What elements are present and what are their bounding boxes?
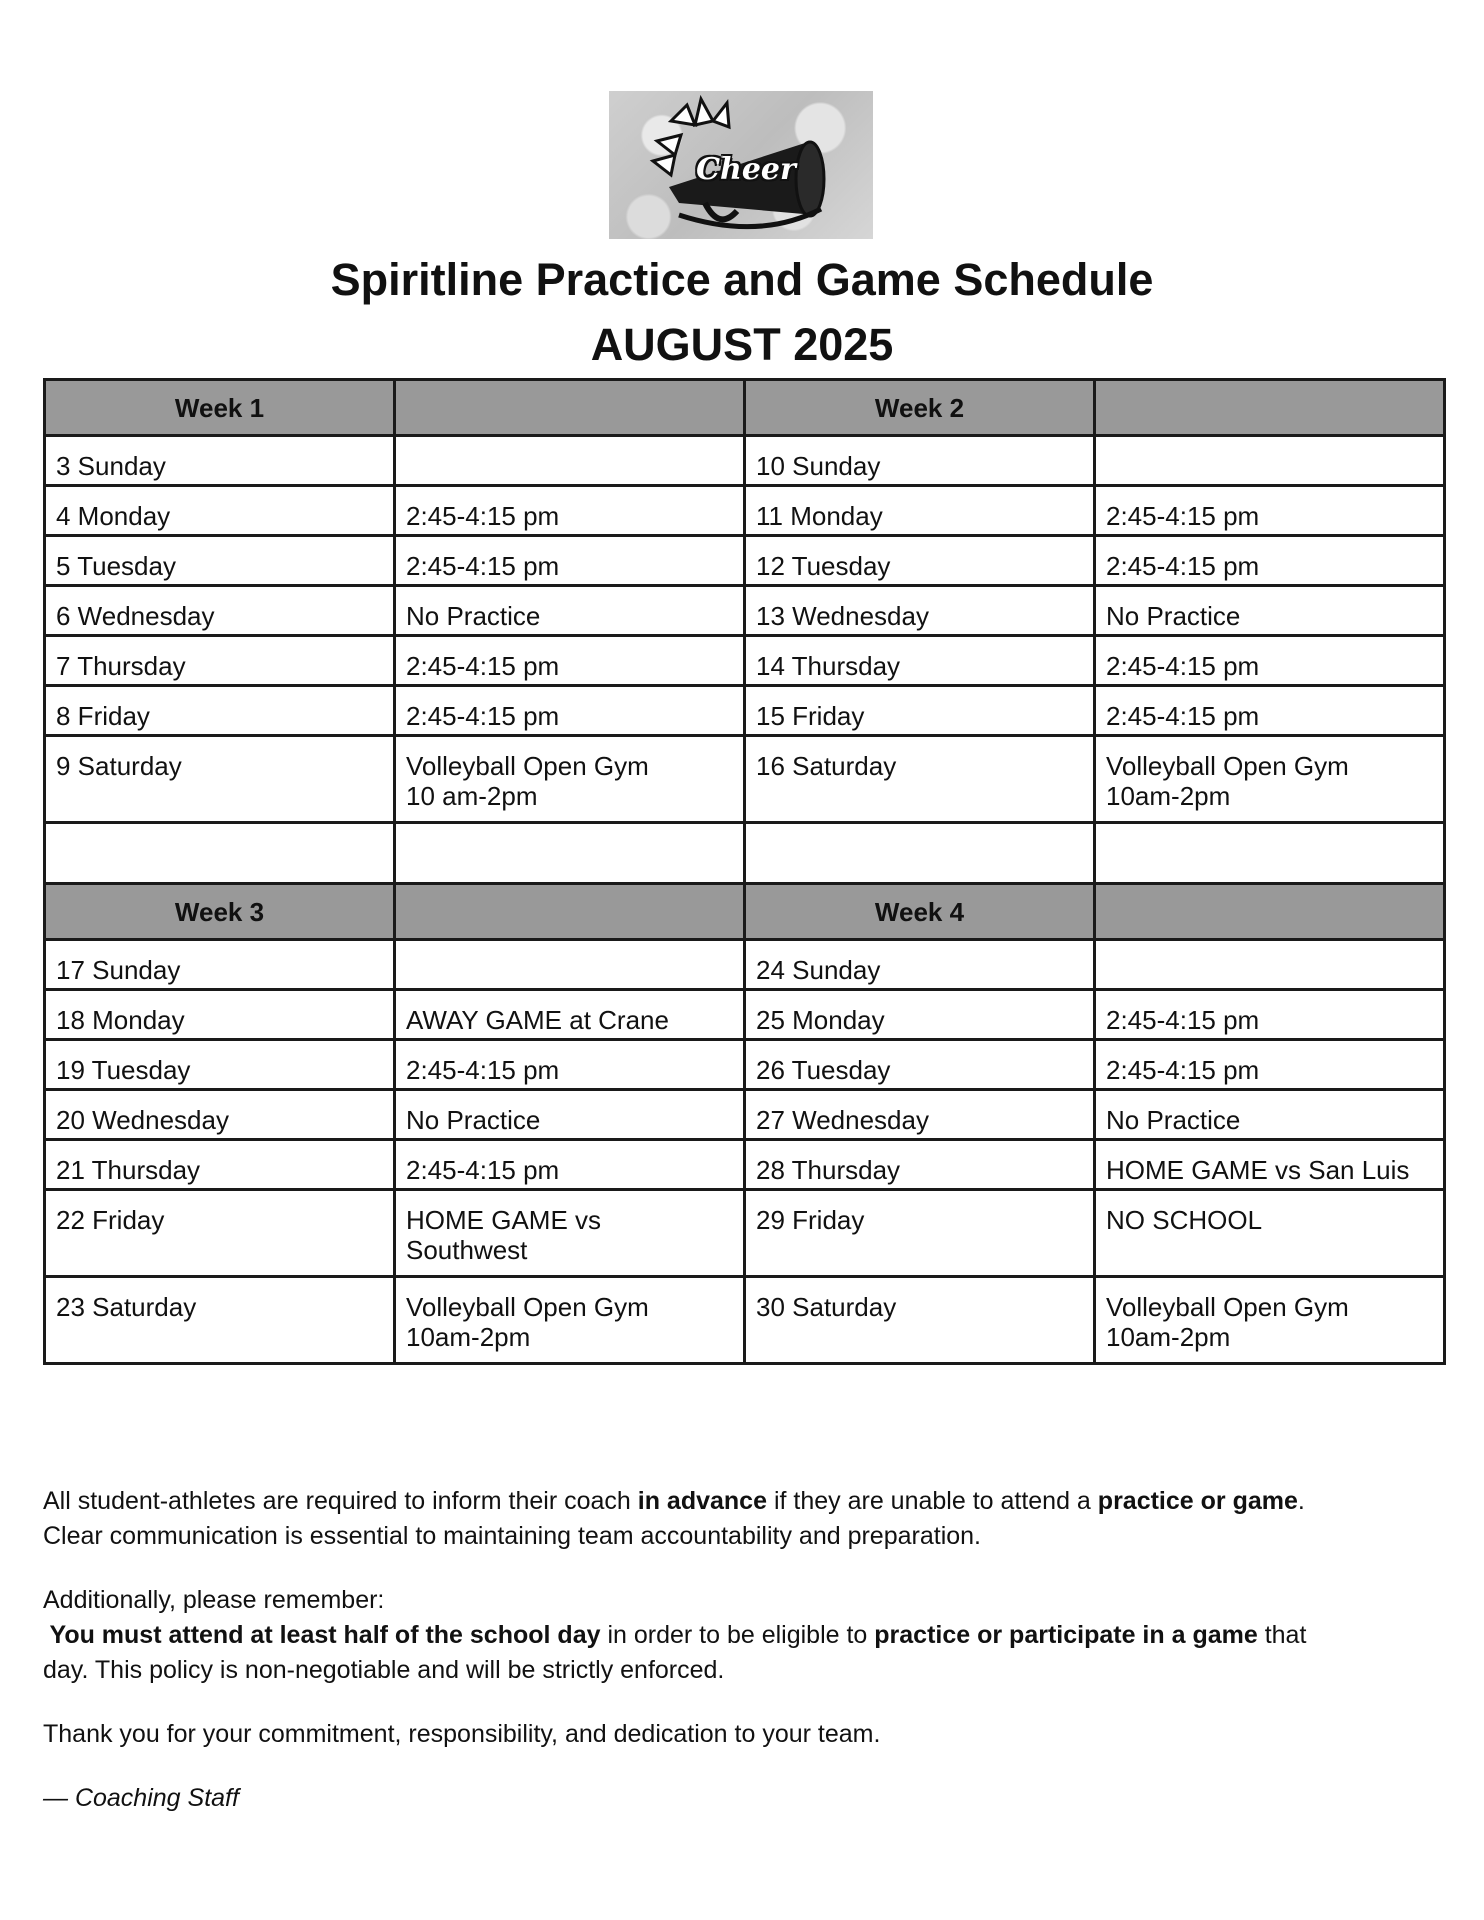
notes-text: if they are unable to attend a <box>767 1487 1098 1515</box>
table-row <box>45 736 1445 823</box>
day-cell: 25 Monday <box>745 990 1095 1040</box>
cheer-logo <box>609 91 873 239</box>
notes-paragraph-2: Additionally, please remember: <box>43 1586 385 1614</box>
event-cell <box>1095 736 1445 823</box>
event-cell <box>395 1190 745 1277</box>
day-cell: 11 Monday <box>745 486 1095 536</box>
day-cell: 24 Sunday <box>745 940 1095 990</box>
day-cell: 27 Wednesday <box>745 1090 1095 1140</box>
day-cell: 17 Sunday <box>45 940 395 990</box>
event-cell: AWAY GAME at Crane <box>395 990 745 1040</box>
notes-bold: You must attend at least half of the school day <box>43 1621 601 1649</box>
event-cell: 2:45-4:15 pm <box>1095 486 1445 536</box>
signature: — Coaching Staff <box>43 1784 239 1812</box>
notes-paragraph-1 <box>43 1484 1443 1554</box>
week-header: Week 3 <box>45 884 395 940</box>
day-cell: 3 Sunday <box>45 436 395 486</box>
day-cell: 10 Sunday <box>745 436 1095 486</box>
page-subtitle: AUGUST 2025 <box>590 319 894 370</box>
week-header-value <box>395 884 745 940</box>
event-line-2: 10am-2pm <box>1106 1322 1231 1352</box>
notes-paragraph-4: Thank you for your commitment, responsibility, and dedication to your team. <box>43 1720 881 1748</box>
cheer-logo-word: Cheer <box>696 152 796 187</box>
event-cell: No Practice <box>395 1090 745 1140</box>
spacer-row <box>45 823 1445 884</box>
day-cell: 23 Saturday <box>45 1277 395 1364</box>
event-line: NO SCHOOL <box>1106 1205 1263 1235</box>
day-cell: 29 Friday <box>745 1190 1095 1277</box>
event-cell: 2:45-4:15 pm <box>1095 686 1445 736</box>
table-row <box>45 636 1445 686</box>
day-cell: 28 Thursday <box>745 1140 1095 1190</box>
table-row <box>45 1140 1445 1190</box>
notes-paragraph-3 <box>43 1618 1443 1688</box>
event-line-2: 10am-2pm <box>1106 781 1231 811</box>
event-cell: No Practice <box>395 586 745 636</box>
event-cell <box>395 436 745 486</box>
event-cell: 2:45-4:15 pm <box>1095 990 1445 1040</box>
day-cell: 14 Thursday <box>745 636 1095 686</box>
event-line-2: 10 am-2pm <box>406 781 538 811</box>
event-line: Volleyball Open Gym <box>406 751 649 781</box>
day-cell: 6 Wednesday <box>45 586 395 636</box>
table-row <box>45 1277 1445 1364</box>
week-header: Week 2 <box>745 380 1095 436</box>
event-cell: 2:45-4:15 pm <box>395 536 745 586</box>
event-cell: 2:45-4:15 pm <box>395 1140 745 1190</box>
week-header: Week 1 <box>45 380 395 436</box>
event-line: Volleyball Open Gym <box>406 1292 649 1322</box>
event-cell <box>1095 940 1445 990</box>
week-header-value <box>1095 380 1445 436</box>
event-cell: 2:45-4:15 pm <box>395 686 745 736</box>
day-cell: 16 Saturday <box>745 736 1095 823</box>
table-row <box>45 586 1445 636</box>
notes-text: All student-athletes are required to inform their coach <box>43 1487 638 1515</box>
event-line: HOME GAME vs <box>406 1205 602 1235</box>
day-cell: 12 Tuesday <box>745 536 1095 586</box>
day-cell: 7 Thursday <box>45 636 395 686</box>
event-cell <box>1095 1277 1445 1364</box>
day-cell: 26 Tuesday <box>745 1040 1095 1090</box>
table-row <box>45 486 1445 536</box>
notes-text: day. This policy is non-negotiable and will be strictly enforced. <box>43 1656 725 1684</box>
event-cell: No Practice <box>1095 586 1445 636</box>
day-cell: 9 Saturday <box>45 736 395 823</box>
week-header-value <box>1095 884 1445 940</box>
event-cell: No Practice <box>1095 1090 1445 1140</box>
event-cell: 2:45-4:15 pm <box>395 636 745 686</box>
event-cell: 2:45-4:15 pm <box>1095 536 1445 586</box>
notes-text: Clear communication is essential to maintaining team accountability and preparation. <box>43 1522 982 1550</box>
day-cell: 15 Friday <box>745 686 1095 736</box>
week-header-row <box>45 884 1445 940</box>
day-cell: 19 Tuesday <box>45 1040 395 1090</box>
notes-bold: in advance <box>637 1487 767 1515</box>
event-cell: 2:45-4:15 pm <box>395 1040 745 1090</box>
week-header-row <box>45 380 1445 436</box>
table-row <box>45 1090 1445 1140</box>
event-cell: 2:45-4:15 pm <box>1095 1040 1445 1090</box>
week-header: Week 4 <box>745 884 1095 940</box>
notes-bold: practice or participate in a game <box>874 1621 1258 1649</box>
event-cell <box>1095 436 1445 486</box>
table-row <box>45 686 1445 736</box>
table-row <box>45 436 1445 486</box>
table-row <box>45 1190 1445 1277</box>
day-cell: 18 Monday <box>45 990 395 1040</box>
notes-text: that <box>1257 1621 1307 1649</box>
day-cell: 5 Tuesday <box>45 536 395 586</box>
day-cell: 8 Friday <box>45 686 395 736</box>
event-cell: HOME GAME vs San Luis <box>1095 1140 1445 1190</box>
day-cell: 21 Thursday <box>45 1140 395 1190</box>
day-cell: 30 Saturday <box>745 1277 1095 1364</box>
table-row <box>45 940 1445 990</box>
event-cell <box>395 1277 745 1364</box>
event-line: Volleyball Open Gym <box>1106 1292 1349 1322</box>
week-header-value <box>395 380 745 436</box>
table-row <box>45 536 1445 586</box>
page-title: Spiritline Practice and Game Schedule <box>330 254 1154 305</box>
notes-bold: practice or game <box>1097 1487 1298 1515</box>
event-line-2: 10am-2pm <box>406 1322 531 1352</box>
day-cell: 22 Friday <box>45 1190 395 1277</box>
event-line: Volleyball Open Gym <box>1106 751 1349 781</box>
notes-section <box>43 1484 1443 1816</box>
event-cell <box>1095 1190 1445 1277</box>
schedule-table <box>43 378 1446 1365</box>
event-line-2: Southwest <box>406 1235 528 1265</box>
event-cell: 2:45-4:15 pm <box>395 486 745 536</box>
notes-text: . <box>1297 1487 1305 1515</box>
event-cell <box>395 736 745 823</box>
day-cell: 20 Wednesday <box>45 1090 395 1140</box>
event-cell: 2:45-4:15 pm <box>1095 636 1445 686</box>
table-row <box>45 1040 1445 1090</box>
day-cell: 13 Wednesday <box>745 586 1095 636</box>
day-cell: 4 Monday <box>45 486 395 536</box>
table-row <box>45 990 1445 1040</box>
notes-text: in order to be eligible to <box>600 1621 875 1649</box>
event-cell <box>395 940 745 990</box>
